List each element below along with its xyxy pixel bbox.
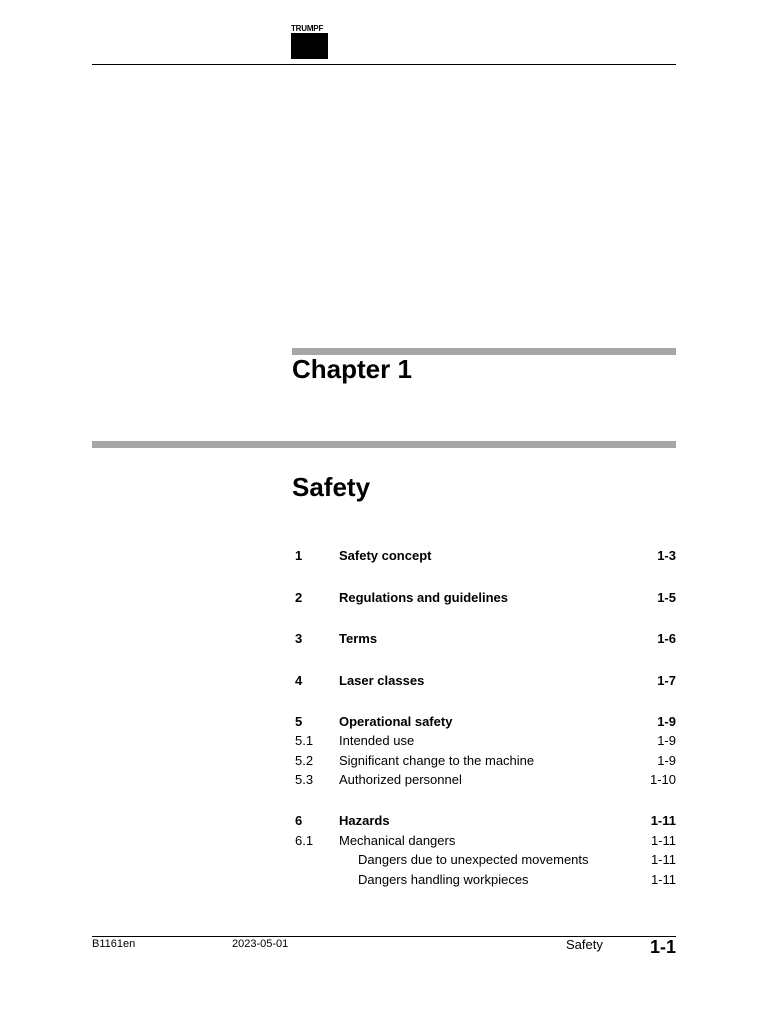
toc-entry-title: Terms [339, 631, 378, 646]
footer-section-name: Safety [566, 937, 603, 952]
toc-entry-page: 1-7 [657, 673, 676, 688]
toc-entry[interactable] [292, 771, 676, 789]
toc-entry[interactable] [292, 752, 676, 770]
toc-entry-number: 4 [295, 673, 303, 688]
toc-entry-page: 1-9 [657, 714, 676, 729]
chapter-title: Chapter 1 [292, 354, 412, 384]
toc-entry-page: 1-11 [650, 813, 676, 828]
toc-entry-title: Regulations and guidelines [339, 590, 509, 605]
toc-entry[interactable] [292, 832, 676, 850]
toc-entry-number: 6.1 [295, 833, 314, 848]
toc-entry-number: 2 [295, 590, 303, 605]
toc-entry[interactable] [292, 732, 676, 750]
toc-entry-title: Authorized personnel [339, 772, 462, 787]
toc-entry[interactable] [292, 589, 676, 607]
toc-entry-page: 1-11 [650, 872, 676, 887]
toc-entry[interactable] [292, 871, 676, 889]
footer-date: 2023-05-01 [232, 938, 289, 950]
toc-entry-number: 5.2 [295, 753, 314, 768]
toc-entry-title: Dangers handling workpieces [358, 872, 529, 887]
logo-mark [291, 33, 328, 59]
toc-entry-number: 5 [295, 714, 303, 729]
trumpf-logo [291, 24, 328, 59]
toc-entry-title: Safety concept [339, 548, 432, 563]
toc-entry[interactable] [292, 672, 676, 690]
toc-entry-page: 1-5 [657, 590, 676, 605]
footer-document-id: B1161en [92, 938, 136, 950]
footer-page-number: 1-1 [649, 937, 676, 957]
toc-entry[interactable] [292, 851, 676, 869]
toc-entry[interactable] [292, 812, 676, 830]
section-bar [92, 441, 676, 448]
toc-entry-title: Intended use [339, 733, 415, 748]
toc-entry-number: 5.3 [295, 772, 314, 787]
toc-entry-page: 1-11 [650, 833, 676, 848]
toc-entry-number: 1 [295, 548, 303, 563]
toc-entry-title: Hazards [339, 813, 390, 828]
toc-entry-number: 3 [295, 631, 303, 646]
header-rule [92, 64, 676, 65]
toc-entry-page: 1-10 [649, 772, 676, 787]
toc-entry[interactable] [292, 630, 676, 648]
logo-text: TRUMPF [291, 24, 324, 33]
toc-entry-title: Operational safety [339, 714, 453, 729]
toc-entry-page: 1-9 [657, 753, 676, 768]
toc-entry-number: 5.1 [295, 733, 314, 748]
toc-entry-number: 6 [295, 813, 303, 828]
toc-entry[interactable] [292, 547, 676, 565]
toc-entry-title: Significant change to the machine [339, 753, 535, 768]
toc-entry-page: 1-6 [657, 631, 676, 646]
section-title: Safety [292, 472, 371, 502]
toc-entry-page: 1-9 [657, 733, 676, 748]
toc-entry-title: Laser classes [339, 673, 425, 688]
toc-entry-title: Mechanical dangers [339, 833, 456, 848]
toc-entry[interactable] [292, 713, 676, 731]
toc-entry-title: Dangers due to unexpected movements [358, 852, 589, 867]
toc-entry-page: 1-11 [650, 852, 676, 867]
toc-entry-page: 1-3 [657, 548, 676, 563]
